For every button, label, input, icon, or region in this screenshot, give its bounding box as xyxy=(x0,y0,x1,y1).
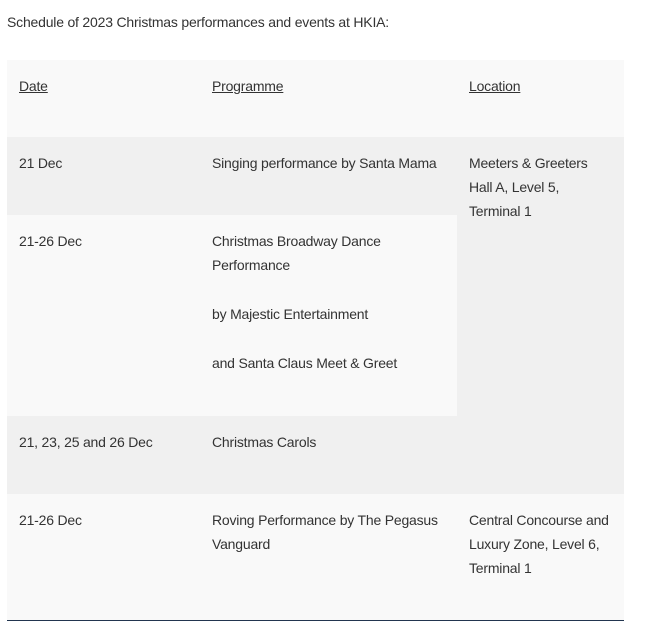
programme-cell xyxy=(200,494,457,620)
schedule-intro: Schedule of 2023 Christmas performances and events at HKIA: xyxy=(7,14,389,30)
programme-cell xyxy=(200,215,457,416)
date-cell: 21 Dec xyxy=(7,137,200,215)
programme-text: Roving Performance by The Pegasus Vanguard xyxy=(212,512,438,552)
header-date xyxy=(7,60,200,137)
table-row xyxy=(7,137,624,215)
programme-text: and Santa Claus Meet & Greet xyxy=(212,355,398,371)
programme-text: Singing performance by Santa Mama xyxy=(212,155,437,171)
date-cell: 21-26 Dec xyxy=(7,215,200,416)
header-location xyxy=(457,60,624,137)
programme-text: Christmas Carols xyxy=(212,434,317,450)
date-cell: 21, 23, 25 and 26 Dec xyxy=(7,416,200,494)
header-programme xyxy=(200,60,457,137)
schedule-table xyxy=(7,60,624,621)
programme-cell xyxy=(200,137,457,215)
table-header-row xyxy=(7,60,624,137)
header-date-label: Date xyxy=(19,78,48,94)
location-cell: Meeters & Greeters Hall A, Level 5, Terminal 1 xyxy=(457,137,624,494)
table-row xyxy=(7,494,624,620)
programme-cell xyxy=(200,416,457,494)
date-cell: 21-26 Dec xyxy=(7,494,200,620)
header-location-label: Location xyxy=(469,78,521,94)
header-programme-label: Programme xyxy=(212,78,284,94)
location-cell: Central Concourse and Luxury Zone, Level 6, Terminal 1 xyxy=(457,494,624,620)
programme-text: Christmas Broadway Dance Performance xyxy=(212,233,381,273)
programme-text: by Majestic Entertainment xyxy=(212,306,369,322)
